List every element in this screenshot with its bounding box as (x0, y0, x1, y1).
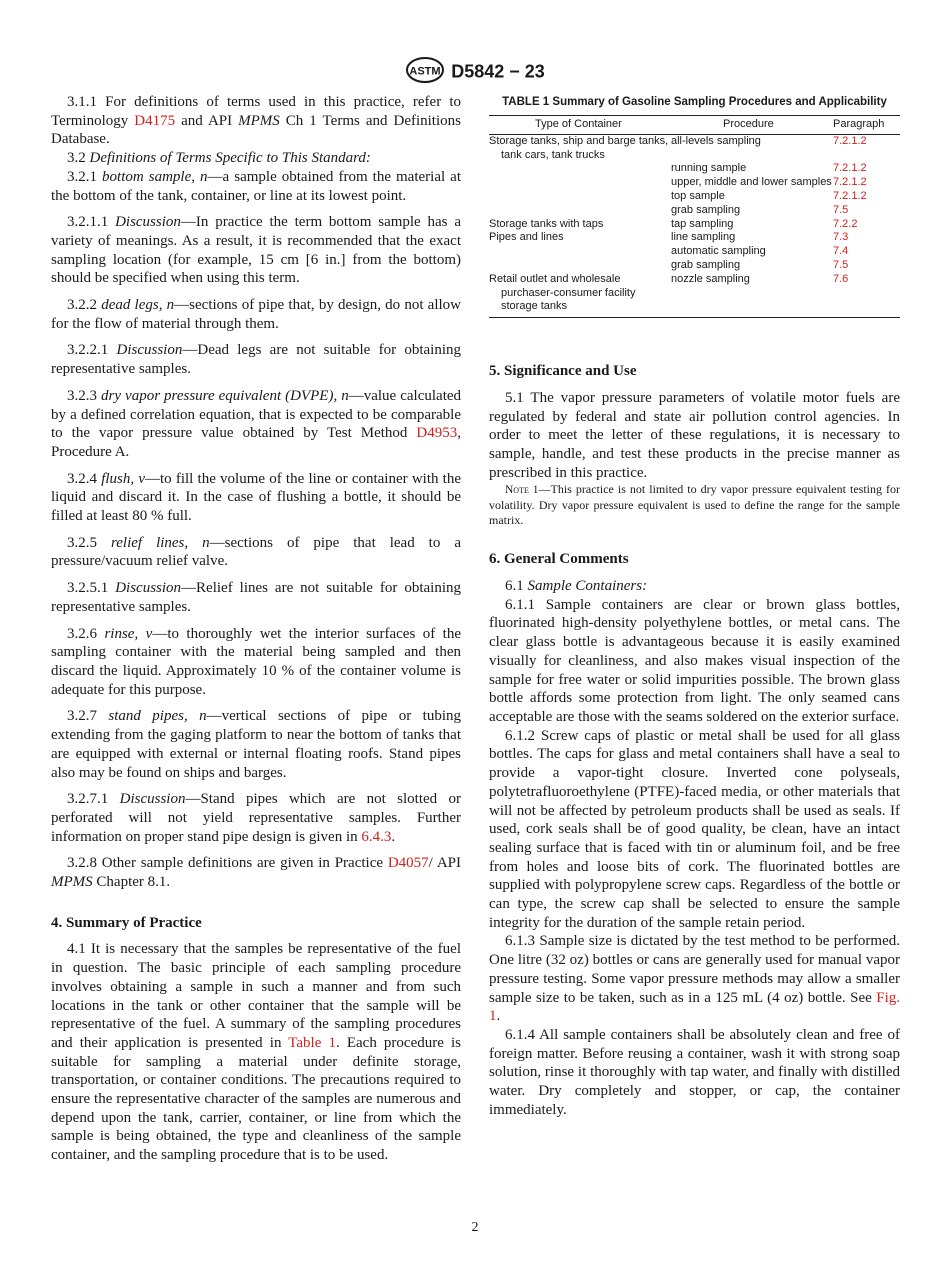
para-6-1: 6.1 Sample Containers: (505, 578, 648, 595)
page-header (0, 56, 950, 89)
table-header: Procedure (671, 116, 833, 135)
ref-link[interactable]: Fig. 1 (489, 989, 900, 1025)
para-3-1-1: 3.1.1 For definitions of terms used in this practice, refer to Terminology D4175 and API MPMS Ch 1 Terms and Definitions Database. (51, 94, 461, 148)
table-header: Type of Container (489, 116, 671, 135)
para-3-2-7-1: 3.2.7.1 Discussion—Stand pipes which are not slotted or perforated will not yield representative samples. Further information on proper stand pipe design is given in 6.4.3. (51, 791, 462, 845)
table-row: automatic sampling 7.4 (489, 245, 900, 259)
para-3-2-4: 3.2.4 flush, v—to fill the volume of the line or container with the liquid and discard it. In the case of flushing a bottle, it should be filled at least 80 % full. (51, 470, 461, 525)
astm-logo-icon (405, 56, 445, 89)
left-column (51, 93, 461, 1165)
note-1: Note 1—This practice is not limited to dry vapor pressure equivalent testing for volatility. Dry vapor pressure equivalent is used to define the range for the sample matrix. (489, 482, 901, 528)
section-5-heading: 5. Significance and Use (489, 363, 637, 380)
para-5-1: 5.1 The vapor pressure parameters of volatile motor fuels are regulated by federal and state air pollution control agencies. In order to meet the letter of these regulations, it is necessary to sample, handle, and test these products in the precise manner as prescribed in this practice. (489, 389, 900, 481)
table-row: grab sampling 7.5 (489, 259, 900, 273)
table-row: running sample 7.2.1.2 (489, 162, 900, 176)
para-3-2-5: 3.2.5 relief lines, n—sections of pipe that lead to a pressure/vacuum relief valve. (51, 534, 461, 570)
document-designation: D5842 − 23 (451, 61, 545, 82)
para-3-2-2: 3.2.2 dead legs, n—sections of pipe that, by design, do not allow for the flow of material through them. (51, 297, 462, 332)
section-6-heading: 6. General Comments (489, 551, 629, 568)
ref-link[interactable]: D4953 (416, 425, 458, 442)
para-6-1-3: 6.1.3 Sample size is dictated by the test method to be performed. One litre (32 oz) bottles or cans are generally used for manual vapor pressure testing. Some vapor pressure methods may allow a smaller sample size to be taken, such as in a 125 mL (4 oz) bottle. See Fig. 1. (489, 933, 900, 1025)
para-3-2-1: 3.2.1 bottom sample, n—a sample obtained from the material at the bottom of the tank, container, or line at its lowest point. (51, 168, 462, 204)
ref-link[interactable]: D4057 (387, 855, 429, 872)
ref-link[interactable]: 6.4.3 (361, 828, 392, 845)
para-3-2-5-1: 3.2.5.1 Discussion—Relief lines are not suitable for obtaining representative samples. (51, 580, 462, 615)
table-row: top sample 7.2.1.2 (489, 190, 900, 204)
table-row: grab sampling 7.5 (489, 204, 900, 218)
right-column (489, 93, 900, 1119)
table-header: Paragraph (833, 116, 900, 135)
para-6-1-1: 6.1.1 Sample containers are clear or brown glass bottles, fluorinated high-density polyethylene bottles, or metal cans. The clear glass bottle is advantageous because it is easily examined visually for cleanliness, and also makes visual inspection of the sample for free water or solid impurities possible. The brown glass bottle affords some protection from light. The only seamed cans acceptable are those with the seams soldered on the exterior surface. (489, 596, 900, 725)
svg-text:ASTM: ASTM (409, 65, 441, 78)
para-3-2-2-1: 3.2.2.1 Discussion—Dead legs are not suitable for obtaining representative samples. (51, 342, 461, 378)
para-3-2-1-1: 3.2.1.1 Discussion—In practice the term bottom sample has a variety of meanings. As a result, it is recommended that the exact sampling location (for example, 15 cm [6 in.] from the bottom) should be specified when using this term. (51, 214, 461, 287)
ref-link[interactable]: 7.3 (833, 231, 849, 244)
ref-link[interactable]: 7.4 (833, 245, 849, 258)
table-title: TABLE 1 Summary of Gasoline Sampling Procedures and Applicability (502, 96, 887, 108)
ref-link[interactable]: 7.6 (833, 273, 900, 318)
page-number: 2 (471, 1220, 479, 1235)
ref-link[interactable]: 7.2.1.2 (833, 134, 867, 147)
section-4-heading: 4. Summary of Practice (51, 914, 202, 931)
ref-link[interactable]: D4175 (134, 112, 176, 129)
sampling-table (489, 115, 900, 318)
ref-link[interactable]: 7.2.1.2 (833, 162, 867, 175)
para-3-2-3: 3.2.3 dry vapor pressure equivalent (DVPE), n—value calculated by a defined correlation equation, that is expected to be comparable to the vapor pressure value obtained by Test Method D4953, Procedure A. (51, 387, 462, 460)
ref-link[interactable]: 7.5 (833, 203, 849, 216)
para-6-1-4: 6.1.4 All sample containers shall be absolutely clean and free of foreign matter. Before reusing a container, wash it with strong soap solution, rinse it thoroughly with tap water, and finally with distilled water. Dry completely and stopper, or cap, the container immediately. (489, 1026, 900, 1118)
para-3-2-8: 3.2.8 Other sample definitions are given in Practice D4057/ API MPMS Chapter 8.1. (51, 855, 461, 891)
table-row: upper, middle and lower samples 7.2.1.2 (489, 176, 900, 190)
table-row: Storage tanks, ship and barge tanks, tank cars, tank trucks all-levels sampling 7.2.1.2 (489, 134, 900, 162)
table-row: Retail outlet and wholesale purchaser-consumer facility storage tanks nozzle sampling 7.6 (489, 273, 900, 318)
ref-link[interactable]: 7.2.1.2 (833, 176, 867, 189)
para-4-1: 4.1 It is necessary that the samples be representative of the fuel in question. The basic principle of each sampling procedure involves obtaining a sample in such a manner and from such locations in the tank or other container that the sample will be representative of the fuel. A summary of the sampling procedures and their application is presented in Table 1. Each procedure is suitable for sampling a material under definite storage, transportation, or container conditions. The precautions required to ensure the representative character of the samples are numerous and depend upon the tank, carrier, container, or line from which the sample is being obtained, the type and cleanliness of the sample container, and the sampling procedure that is to be used. (51, 941, 461, 1164)
ref-link[interactable]: 7.2.2 (833, 217, 858, 230)
para-3-2-7: 3.2.7 stand pipes, n—vertical sections of pipe or tubing extending from the gaging platform to near the bottom of tanks that are equipped with external or internal floating roofs. Stand pipes also may be found on ships and barges. (51, 708, 461, 781)
ref-link[interactable]: Table 1 (288, 1034, 336, 1051)
table-row: Storage tanks with taps tap sampling 7.2.2 (489, 218, 900, 232)
para-3-2-6: 3.2.6 rinse, v—to thoroughly wet the interior surfaces of the sampling container with the material being sampled and then discard the liquid. Approximately 10 % of the container volume is adequate for this purpose. (51, 625, 462, 698)
para-3-2: 3.2 Definitions of Terms Specific to This Standard: (67, 150, 371, 167)
ref-link[interactable]: 7.5 (833, 258, 849, 271)
table-row: Pipes and lines line sampling 7.3 (489, 231, 900, 245)
ref-link[interactable]: 7.2.1.2 (833, 189, 867, 202)
para-6-1-2: 6.1.2 Screw caps of plastic or metal shall be used for all glass bottles. The caps for glass and metal containers shall have a seal to provide a vapor-tight closure. Inverted cone polyseals, polytetrafluoroethylene (PTFE)-faced media, or other materials that will not be affected by petroleum products shall be used as seals. If used, cork seals shall be of good quality, be clean, have an intact sealing surface that is faced with tin or aluminum foil, and be free from holes and loose bits of cork. The fluorinated bottles are supplied with polypropylene screw caps. Regardless of the bottle or can type, the screw cap shall be selected to ensure the sample integrity for the duration of the sample retain period. (489, 727, 900, 931)
